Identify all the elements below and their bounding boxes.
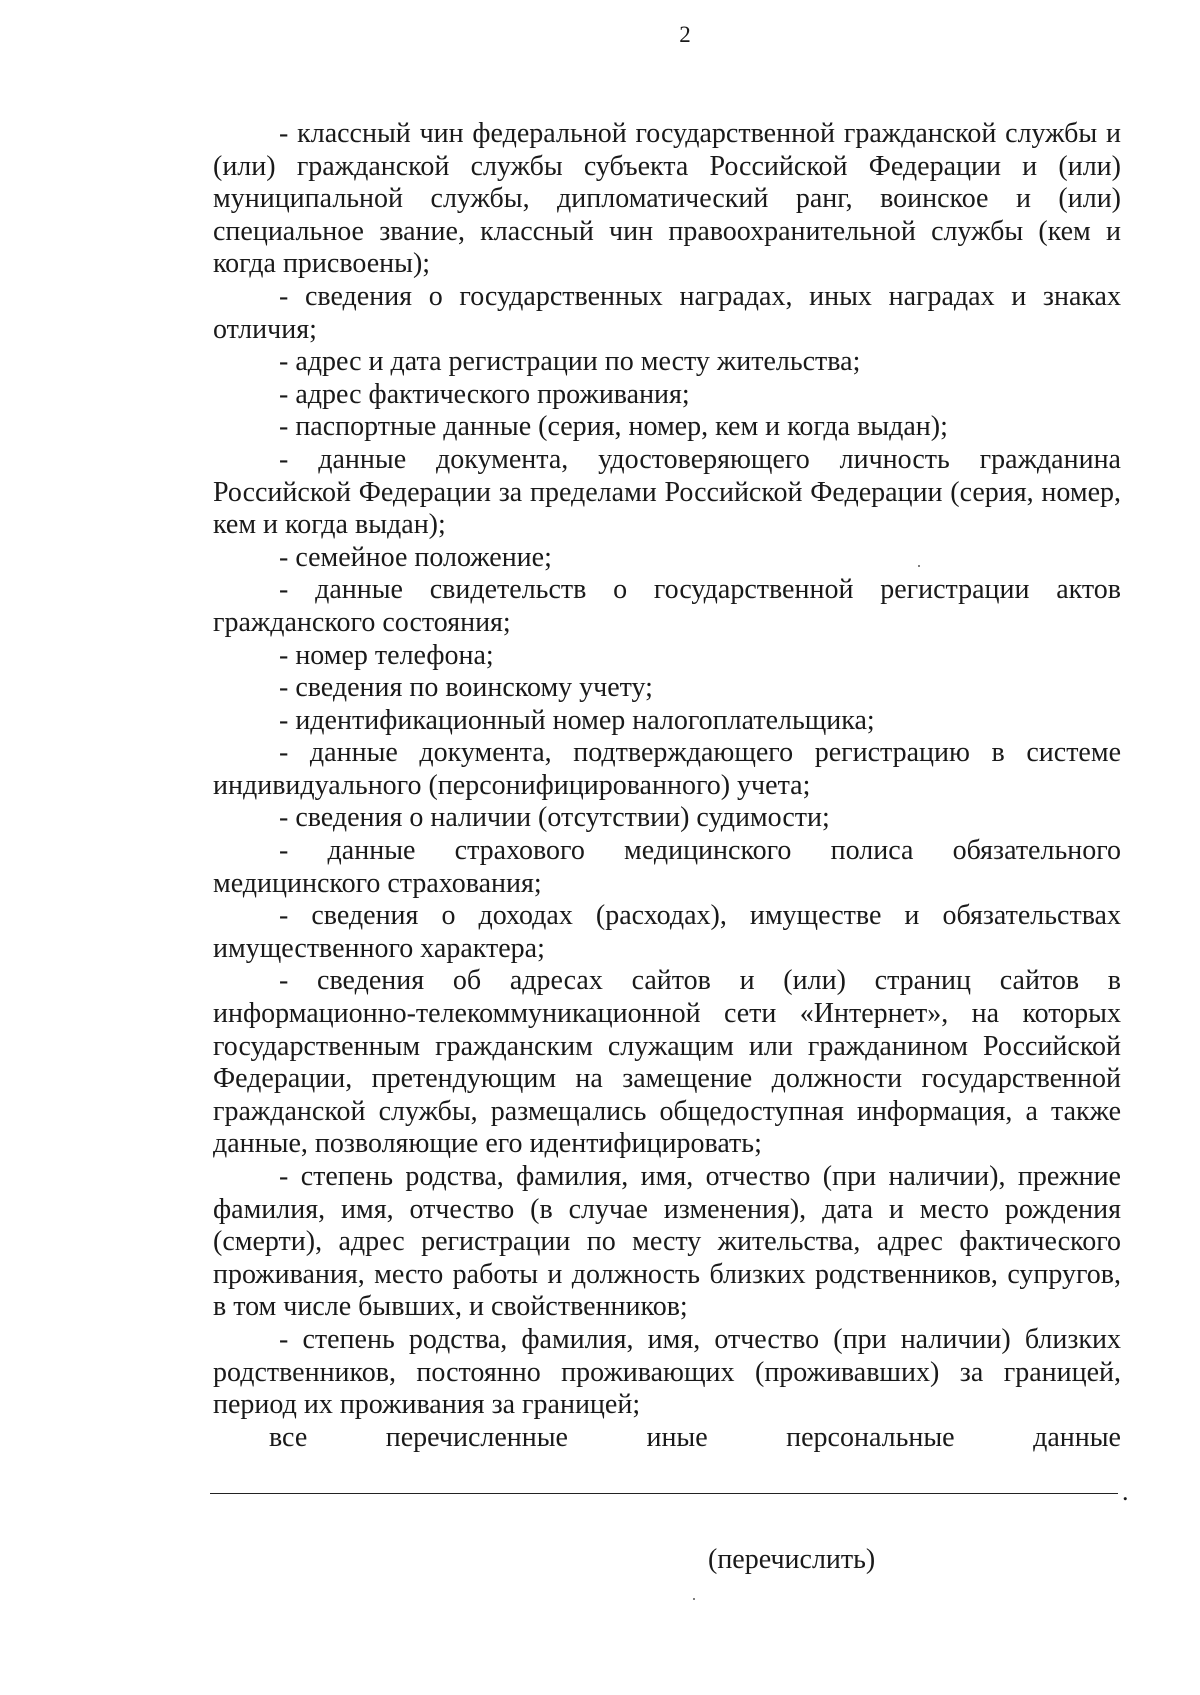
- line-end-period: .: [1122, 1477, 1129, 1506]
- list-item: - паспортные данные (серия, номер, кем и когда выдан);: [279, 411, 948, 443]
- fill-in-hint: (перечислить): [708, 1544, 876, 1575]
- final-word: персональные: [786, 1421, 955, 1453]
- scan-speck: [693, 1598, 695, 1600]
- fill-in-line: [210, 1477, 1130, 1506]
- personal-data-list: [213, 118, 1121, 1454]
- list-item: - сведения о доходах (расходах), имуществе и обязательствах имущественного характера;: [213, 900, 1121, 964]
- blank-underline: [210, 1493, 1118, 1494]
- list-item: - адрес фактического проживания;: [279, 378, 690, 410]
- final-statement-line: [213, 1422, 1121, 1455]
- final-word: перечисленные: [385, 1421, 568, 1453]
- list-item: - степень родства, фамилия, имя, отчество (при наличии), прежние фамилия, имя, отчество (в случае изменения), дата и место рождения (смерти), адрес регистрации по месту жительства, адрес фактического проживания, место работы и должность близких родственников, супругов, в том числе бывших, и свойственников;: [213, 1161, 1121, 1323]
- scan-speck: [918, 565, 920, 567]
- list-item: - сведения об адресах сайтов и (или) страниц сайтов в информационно-телекоммуникационной сети «Интернет», на которых государственным гражданским служащим или гражданином Российской Федерации, претендующим на замещение должности государственной гражданской службы, размещались общедоступная информация, а также данные, позволяющие его идентифицировать;: [213, 965, 1121, 1160]
- list-item: - идентификационный номер налогоплательщика;: [279, 704, 875, 736]
- list-item: - данные страхового медицинского полиса обязательного медицинского страхования;: [213, 835, 1121, 899]
- final-word: все: [269, 1421, 308, 1453]
- list-item: - сведения о наличии (отсутствии) судимости;: [279, 802, 830, 834]
- list-item: - сведения по воинскому учету;: [279, 672, 653, 704]
- final-word: данные: [1033, 1421, 1121, 1453]
- list-item: - данные документа, удостоверяющего личность гражданина Российской Федерации за пределами Российской Федерации (серия, номер, кем и когда выдан);: [213, 443, 1121, 541]
- page-number: 2: [679, 22, 691, 47]
- final-word: иные: [646, 1421, 708, 1453]
- list-item: - данные документа, подтверждающего регистрацию в системе индивидуального (персонифицированного) учета;: [213, 737, 1121, 801]
- list-item: - адрес и дата регистрации по месту жительства;: [279, 346, 861, 378]
- list-item: - данные свидетельств о государственной регистрации актов гражданского состояния;: [213, 574, 1121, 638]
- list-item: - классный чин федеральной государственной гражданской службы и (или) гражданской службы субъекта Российской Федерации и (или) муниципальной службы, дипломатический ранг, воинское и (или) специальное звание, классный чин правоохранительной службы (кем и когда присвоены);: [213, 118, 1121, 280]
- list-item: - номер телефона;: [279, 639, 494, 671]
- list-item: - степень родства, фамилия, имя, отчество (при наличии) близких родственников, постоянно проживающих (проживавших) за границей, период их проживания за границей;: [213, 1323, 1121, 1421]
- list-item: - семейное положение;: [279, 541, 552, 573]
- list-item: - сведения о государственных наградах, иных наградах и знаках отличия;: [213, 280, 1121, 345]
